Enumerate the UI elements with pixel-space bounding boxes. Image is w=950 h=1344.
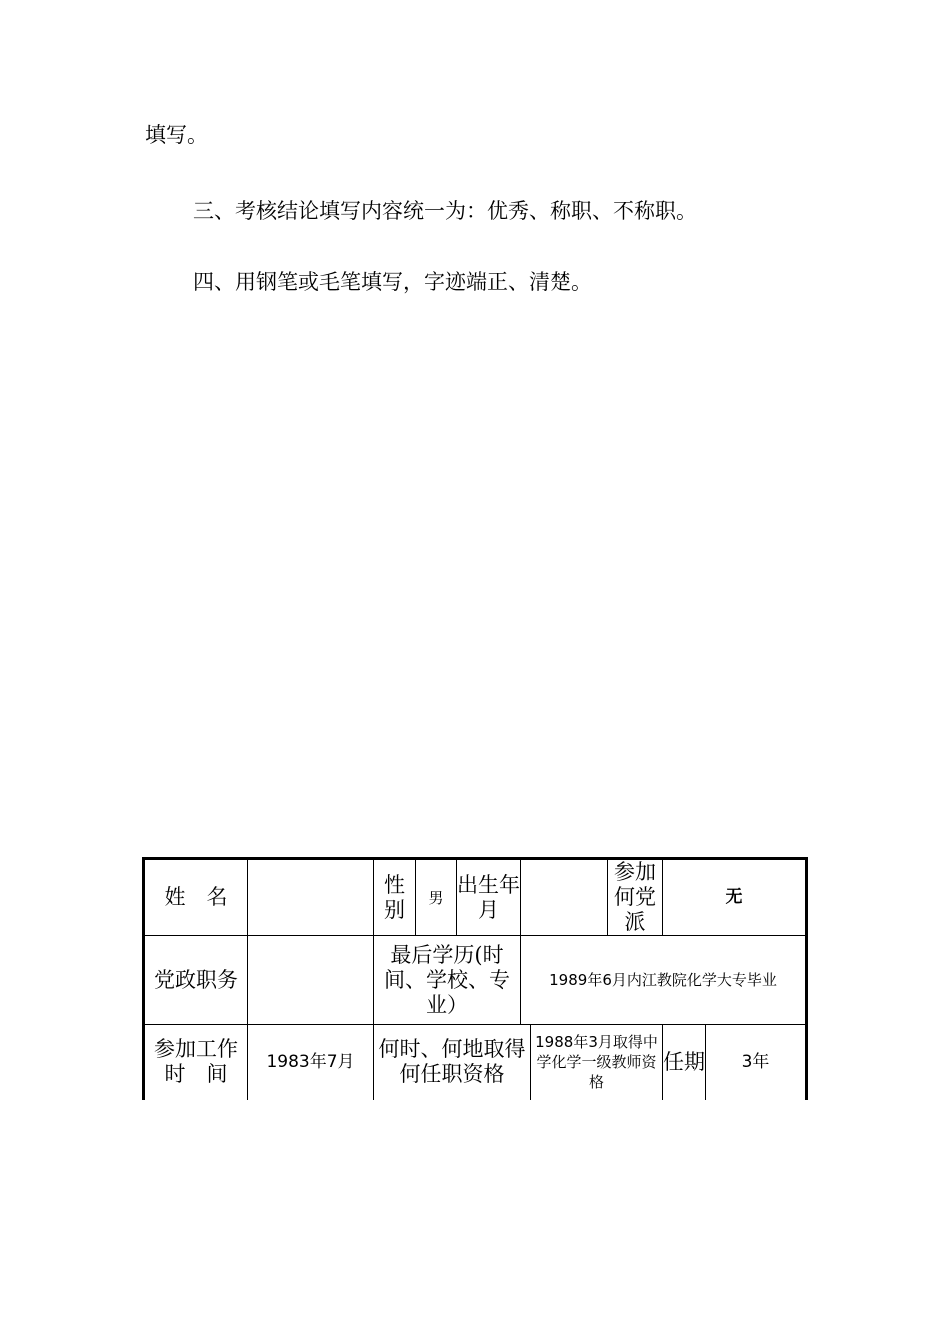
term-label: 任期 bbox=[663, 1025, 706, 1100]
name-label: 姓 名 bbox=[144, 859, 248, 936]
position-label: 党政职务 bbox=[144, 936, 248, 1025]
work-start-value[interactable]: 1983年7月 bbox=[248, 1025, 374, 1100]
birth-value-cell[interactable] bbox=[521, 859, 608, 936]
gender-value[interactable]: 男 bbox=[416, 859, 457, 936]
education-label: 最后学历(时间、学校、专业） bbox=[374, 936, 521, 1025]
name-value-cell[interactable] bbox=[248, 859, 374, 936]
instruction-item-4: 四、用钢笔或毛笔填写，字迹端正、清楚。 bbox=[193, 270, 592, 294]
work-start-label: 参加工作时 间 bbox=[144, 1025, 248, 1100]
gender-label: 性别 bbox=[374, 859, 416, 936]
personnel-info-table bbox=[142, 857, 808, 1100]
education-value[interactable]: 1989年6月内江教院化学大专毕业 bbox=[521, 936, 807, 1025]
instruction-continuation: 填写。 bbox=[145, 123, 208, 147]
party-label: 参加何党 派 bbox=[608, 859, 663, 936]
term-value[interactable]: 3年 bbox=[706, 1025, 807, 1100]
birth-label: 出生年月 bbox=[457, 859, 521, 936]
instruction-item-3: 三、考核结论填写内容统一为：优秀、称职、不称职。 bbox=[193, 199, 697, 223]
party-value[interactable]: 无 bbox=[663, 859, 807, 936]
position-value-cell[interactable] bbox=[248, 936, 374, 1025]
qualification-value[interactable]: 1988年3月取得中学化学一级教师资格 bbox=[531, 1025, 663, 1100]
qualification-label: 何时、何地取得何任职资格 bbox=[374, 1025, 531, 1100]
